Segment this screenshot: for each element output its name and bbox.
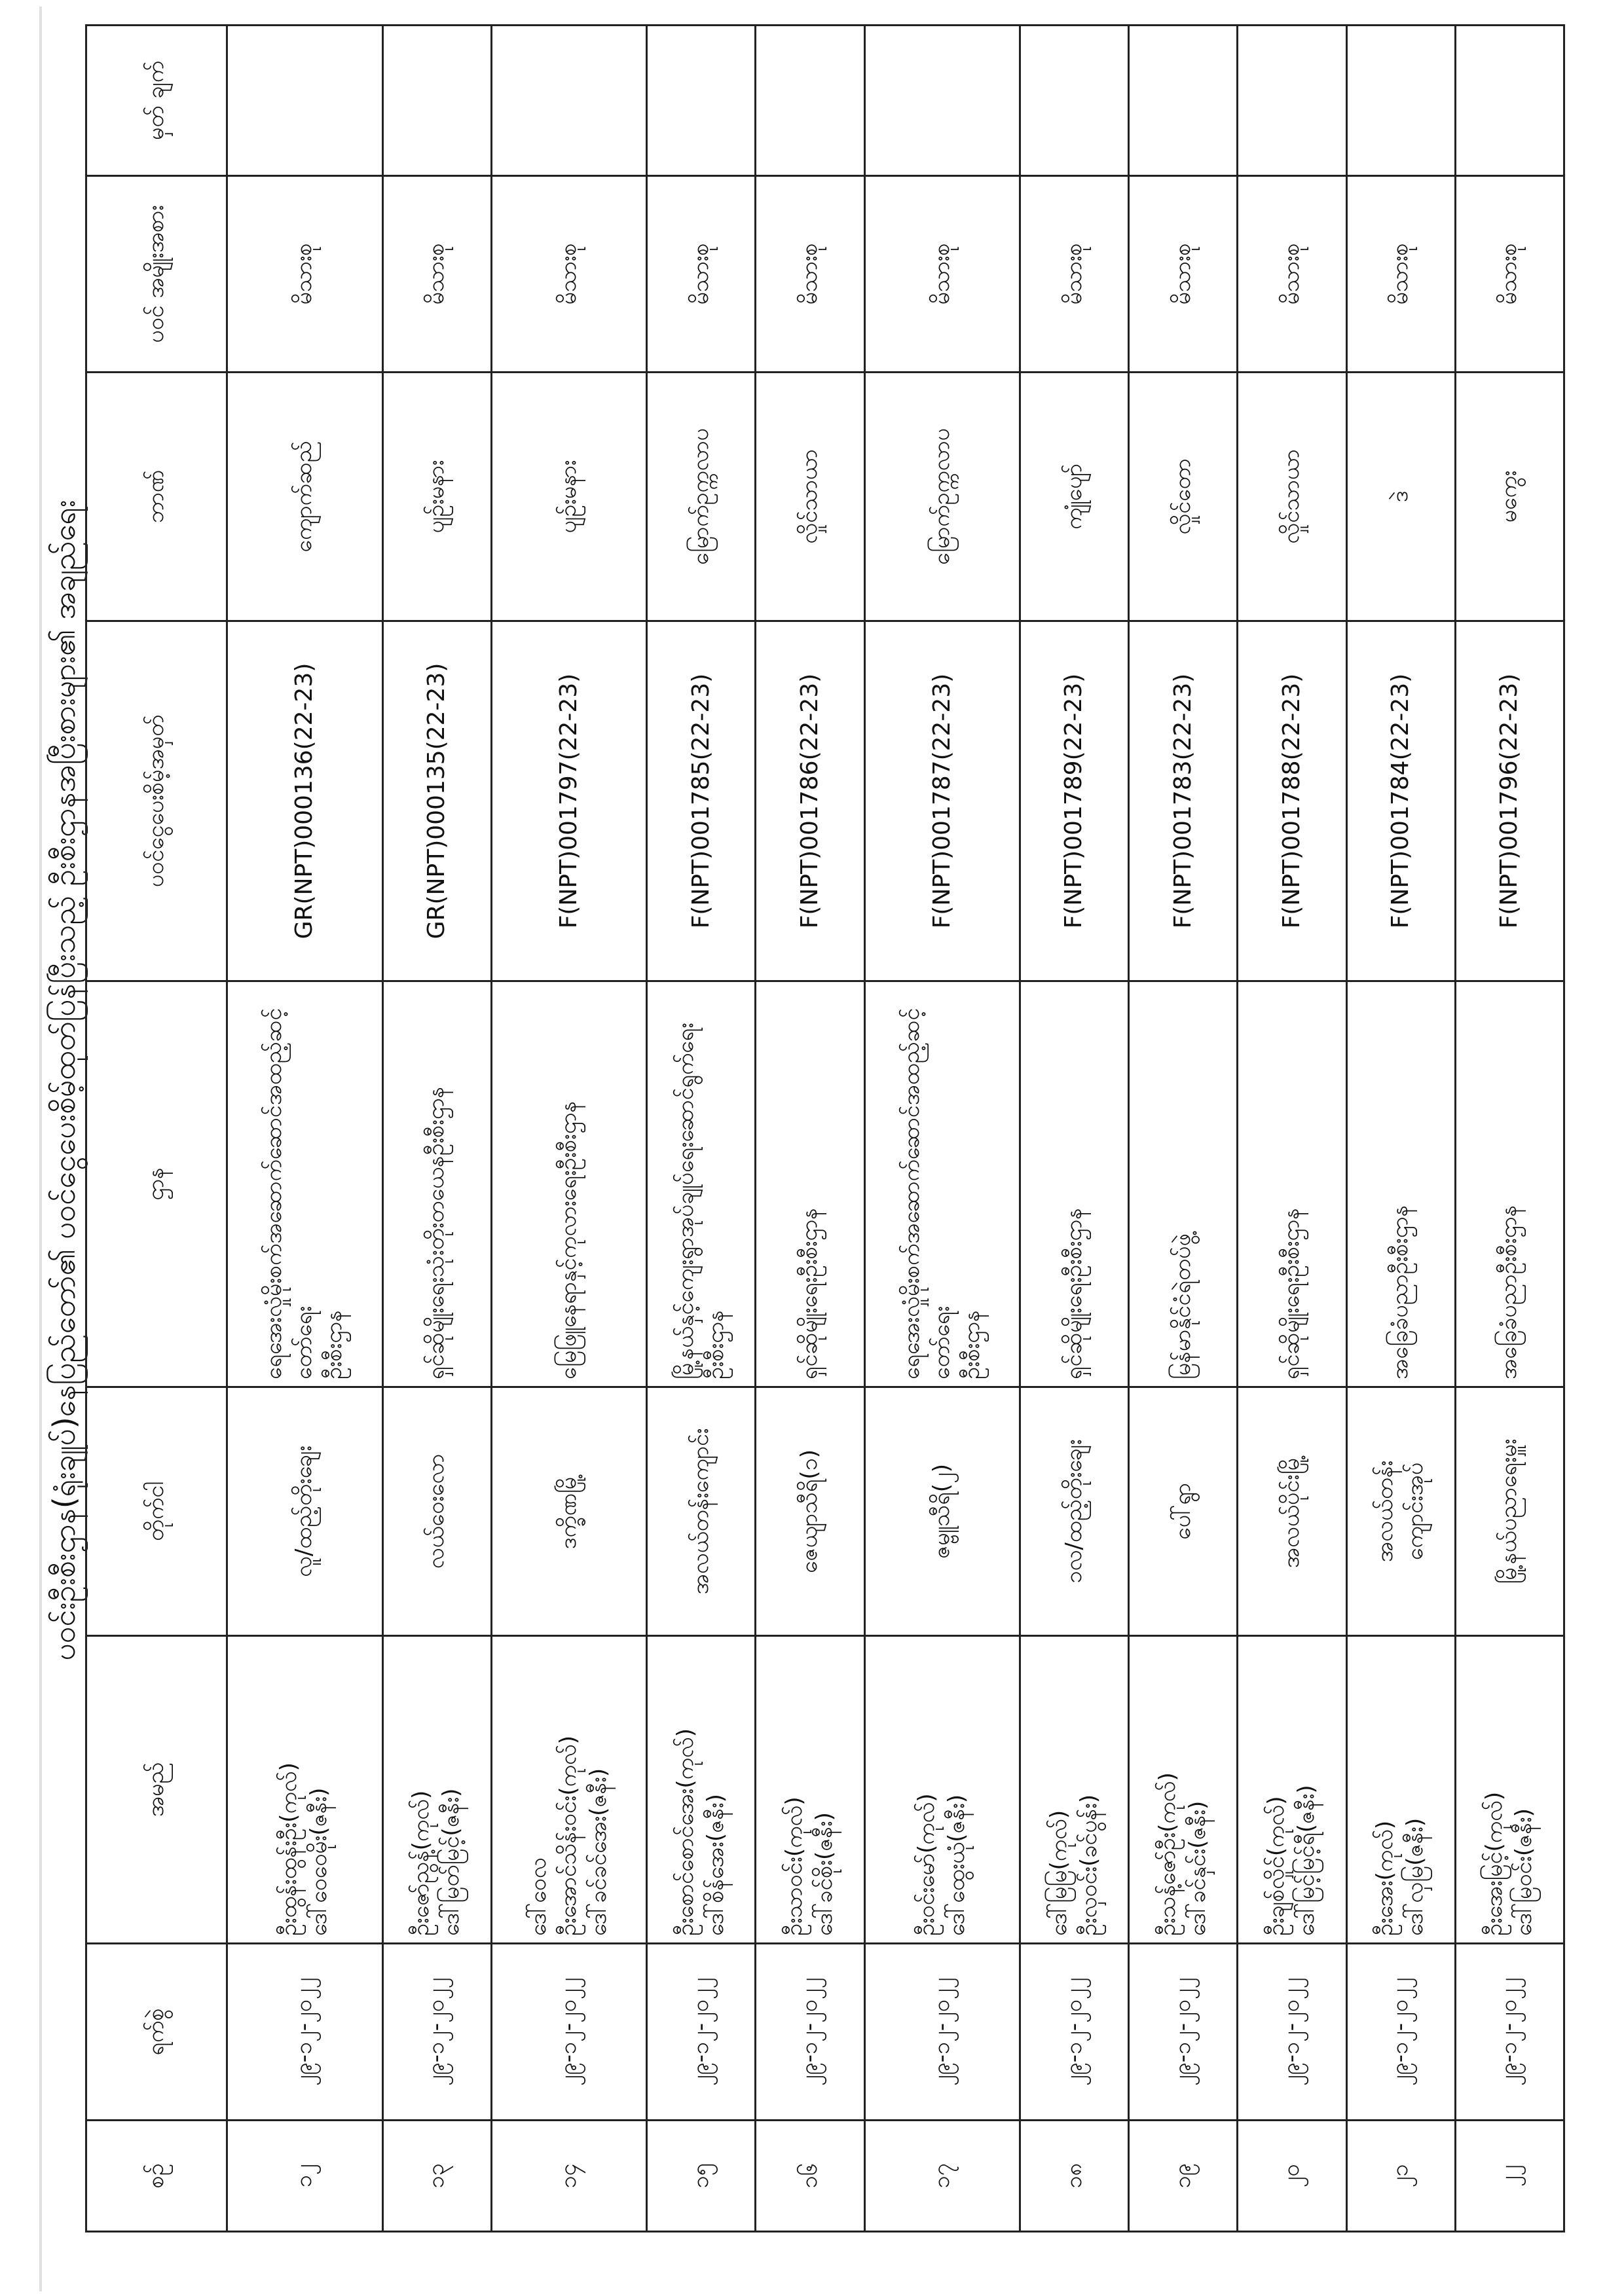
cell-bank: မြောက်ဥက္ကလာပ — [864, 373, 1020, 621]
cell-township: ၁လ/ထည့်တိုးချေး — [1020, 1387, 1129, 1636]
cell-department-line: မြေဖြူနေရာနှင့်ကုလားရေးဦးစီးဌာန — [555, 1101, 582, 1379]
cell-name-line: ဦးအေး(ကုလ်) — [1372, 1820, 1399, 1936]
header-name: အမည် — [86, 1636, 227, 1944]
cell-no: ၁၆ — [756, 2121, 864, 2232]
cell-date: ၂၉-၁၂-၂၀၂၂ — [1020, 1944, 1129, 2121]
cell-name — [1455, 1636, 1564, 1944]
cell-no: ၁၃ — [382, 2121, 491, 2232]
cell-department — [1020, 981, 1129, 1387]
cell-township: အလယ်ပိုင်းမြို့ — [1238, 1387, 1346, 1636]
cell-bank: ကျောက်ဆည် — [227, 373, 383, 621]
cell-type: မိသားစု — [864, 176, 1020, 373]
cell-township: အလယ်တန်းကျောင်း — [647, 1387, 756, 1636]
cell-department — [227, 981, 383, 1387]
pension-table-wrapper — [85, 26, 1565, 2232]
header-no: စဉ် — [86, 2121, 227, 2232]
cell-name-line: ဦးစောင်စောင်အေး(ကုလ်) — [672, 1728, 699, 1936]
cell-name — [756, 1636, 864, 1944]
cell-department — [491, 981, 647, 1387]
cell-name-line: ဒေါ်မြတ်မြင့်(ဇနီး) — [438, 1788, 465, 1936]
table-row — [1455, 26, 1564, 2232]
cell-no: ၁၄ — [491, 2121, 647, 2232]
table-body — [227, 26, 1564, 2232]
cell-name — [491, 1636, 647, 1944]
cell-department — [647, 981, 756, 1387]
cell-name — [382, 1636, 491, 1944]
header-date: ရက်စွဲ — [86, 1944, 227, 2121]
cell-name-line: ဒေါ်ဝေဝေမိုး(ဇနီး) — [306, 1787, 333, 1936]
cell-date: ၂၉-၁၂-၂၀၂၂ — [647, 1944, 756, 2121]
header-remark: မှတ် ချက် — [86, 26, 227, 176]
cell-registration: F(NPT)001783(22-23) — [1129, 621, 1238, 981]
cell-remark — [1238, 26, 1346, 176]
header-department: ဌာန — [86, 981, 227, 1387]
cell-name-line: ဒေါ်ခင်နှင်း(ဇနီး) — [1184, 1800, 1211, 1936]
cell-department-line: ရေအေးလှုံမိုးစက်အဆောက်ဆောင်အထည့်ဆင့်တော်ရေး — [261, 1008, 318, 1379]
cell-department — [864, 981, 1020, 1387]
cell-name — [1020, 1636, 1129, 1944]
cell-remark — [1346, 26, 1455, 176]
table-row — [1346, 26, 1455, 2232]
cell-registration: GR(NPT)000136(22-23) — [227, 621, 383, 981]
header-type: ပဝင် အမျိုးအစား — [86, 176, 227, 373]
cell-name-line: ဒေါ်လှမြ(ဇနီး) — [1402, 1817, 1429, 1936]
cell-township: ဇမ္ဗူသီရိ(၂) — [864, 1387, 1020, 1636]
cell-township: လယ်ဝေးလော — [382, 1387, 491, 1636]
cell-department-line: ရှင်ဆိုမျိုးရေးဦးစီးဌာန — [1060, 1208, 1087, 1379]
cell-no: ၁၅ — [647, 2121, 756, 2232]
cell-date: ၂၉-၁၂-၂၀၂၂ — [756, 1944, 864, 2121]
cell-department — [1346, 981, 1455, 1387]
cell-name-line: ဦးလှဝင်း(ခင်ပွန်း) — [1075, 1794, 1102, 1936]
cell-type: မိသားစု — [491, 176, 647, 373]
cell-name-line: ဒေါ်မြဝင်း(ဇနီး) — [1511, 1808, 1538, 1936]
cell-remark — [491, 26, 647, 176]
cell-date: ၂၉-၁၂-၂၀၂၂ — [227, 1944, 383, 2121]
cell-department-line: အခြေခံပညာဦးစီးဌာန — [1387, 1205, 1414, 1379]
cell-name — [227, 1636, 383, 1944]
cell-no: ၂၂ — [1455, 2121, 1564, 2232]
cell-name-line: ဒေါ်ဝေလ — [525, 1857, 552, 1936]
table-row — [1129, 26, 1238, 2232]
cell-bank: ပျဉ်းမနား — [491, 373, 647, 621]
cell-name-line: ဦးချစ်လှိုင်(ကုလ်) — [1263, 1796, 1290, 1936]
cell-name — [1346, 1636, 1455, 1944]
cell-name-line: ဦးသာဝင်း(ကုလ်) — [781, 1796, 808, 1936]
cell-name-line: ဦးထွန်းထွန်းဦး(ကုလ်) — [276, 1762, 303, 1936]
document-title: ပဝင်းဦးစီးဌာန(ရုံးချုပ်)နေပြည်တော်၏ ပဝင်ငွေပေးစိမ့်ထုတ်ပြန်ပြီးသည့် ဦးစီးဌာနအပြီးစားများ၏ အချည်ရေး — [46, 500, 82, 1661]
cell-date: ၂၉-၁၂-၂၀၂၂ — [1129, 1944, 1238, 2121]
cell-department — [1129, 981, 1238, 1387]
cell-bank: လှိုင်သာယာ — [1238, 373, 1346, 621]
cell-registration: F(NPT)001784(22-23) — [1346, 621, 1455, 981]
cell-name-line: ဒေါ်မြမြ(ကုလ်) — [1045, 1810, 1072, 1936]
cell-name-line: ဦးဝင်းမော်(ကုလ်) — [913, 1793, 940, 1936]
cell-remark — [227, 26, 383, 176]
cell-bank: ကျုံပျော် — [1020, 373, 1129, 621]
cell-remark — [647, 26, 756, 176]
cell-department-line: မြန်မာနိုင်ငံရဲတပ်ဖွဲ့ — [1169, 1233, 1196, 1379]
cell-name-line: ဒေါ်မြင့်မြင့်ရီ(ဇနီး) — [1293, 1785, 1320, 1936]
cell-date: ၂၉-၁၂-၂၀၂၂ — [382, 1944, 491, 2121]
cell-remark — [756, 26, 864, 176]
cell-remark — [864, 26, 1020, 176]
cell-name-line: ဦးအေးမြင့်(ကုလ်) — [1481, 1791, 1507, 1936]
cell-remark — [382, 26, 491, 176]
cell-registration: F(NPT)001788(22-23) — [1238, 621, 1346, 981]
cell-registration: F(NPT)001797(22-23) — [491, 621, 647, 981]
cell-name — [647, 1636, 756, 1944]
cell-name — [1129, 1636, 1238, 1944]
cell-department-line: ဦးစီးဌာန — [702, 1310, 729, 1379]
cell-name-line: ဦးသန့်ဇော်ဦး(ကုလ်) — [1154, 1772, 1181, 1936]
cell-township: လူ/ထည့်တိုးချေး — [227, 1387, 383, 1636]
cell-remark — [1129, 26, 1238, 176]
cell-date: ၂၉-၁၂-၂၀၂၂ — [1346, 1944, 1455, 2121]
cell-department — [1455, 981, 1564, 1387]
cell-department — [382, 981, 491, 1387]
table-row — [491, 26, 647, 2232]
cell-department-line: ရေအေးလှုံမိုးစက်အဆောက်ဆောင်အထည့်ဆင့်တော်ရေး — [898, 1008, 955, 1379]
table-row — [227, 26, 383, 2232]
cell-name-line: ဒေါ်ထွေးယုံ(ဇနီး) — [943, 1794, 970, 1936]
cell-type: မိသားစု — [756, 176, 864, 373]
cell-type: မိသားစု — [1020, 176, 1129, 373]
cell-bank: လှိုင်တော — [1129, 373, 1238, 621]
cell-name-line: ဒေါ်ခင်ခင်အေး(ဇနီး) — [585, 1768, 612, 1936]
header-registration: ပဝင်ငွေပေးစိမ့်အမှတ် — [86, 621, 227, 981]
cell-name-line: ဒေါ်စိန်အေး(ဇနီး) — [702, 1794, 729, 1936]
cell-registration: F(NPT)001787(22-23) — [864, 621, 1020, 981]
cell-name-line: ဦးအောင်သိန်းဝင်း(ကုလ်) — [555, 1735, 582, 1936]
cell-township: မြို့နယ်ပညာရေးမှူး — [1455, 1387, 1564, 1636]
table-row — [756, 26, 864, 2232]
cell-type: မိသားစု — [1455, 176, 1564, 373]
cell-no: ၂၁ — [1346, 2121, 1455, 2232]
table-row — [1020, 26, 1129, 2232]
cell-type: မိသားစု — [1129, 176, 1238, 373]
cell-department-line: ရှင်ဆိုမျိုးရေးသုံးတိုးတယေနဦးစီးဌာန — [423, 1086, 450, 1379]
cell-township-line: ကျောင်းအုပ် — [1402, 1462, 1429, 1561]
cell-no: ၁၇ — [864, 2121, 1020, 2232]
cell-bank: ဒဲ — [1346, 373, 1455, 621]
cell-no: ၁၈ — [1020, 2121, 1129, 2232]
cell-township — [1346, 1387, 1455, 1636]
cell-remark — [1455, 26, 1564, 176]
cell-date: ၂၉-၁၂-၂၀၂၂ — [1455, 1944, 1564, 2121]
cell-no: ၁၂ — [227, 2121, 383, 2232]
cell-township: ဒက္ခိဏမြို့ — [491, 1387, 647, 1636]
cell-name-line: ဒေါ်ခင်စိုး(ဇနီး) — [811, 1812, 838, 1936]
page-edge-line — [39, 7, 42, 2291]
cell-no: ၁၉ — [1129, 2121, 1238, 2232]
pension-table — [85, 24, 1565, 2232]
header-township: တိုက်ငါ — [86, 1387, 227, 1636]
table-row — [1238, 26, 1346, 2232]
cell-department-line: ရှင်ဆိုမျိုးရေးဦးစီးဌာန — [796, 1208, 823, 1379]
cell-registration: GR(NPT)000135(22-23) — [382, 621, 491, 981]
cell-registration: F(NPT)001785(22-23) — [647, 621, 756, 981]
cell-name-line: ဦးဇော်ညွန့်(ကုလ်) — [408, 1790, 435, 1936]
cell-name — [864, 1636, 1020, 1944]
cell-department-line: ရှင်ဆိုမျိုးရေးဦးစီးဌာန — [1278, 1208, 1305, 1379]
cell-department — [756, 981, 864, 1387]
cell-department — [1238, 981, 1346, 1387]
cell-date: ၂၉-၁၂-၂၀၂၂ — [491, 1944, 647, 2121]
cell-type: မိသားစု — [1346, 176, 1455, 373]
cell-department-line: အခြေခံပညာဦးစီးဌာန — [1496, 1205, 1522, 1379]
table-row — [382, 26, 491, 2232]
cell-township: ဇေယျာသီရိ(၁) — [756, 1387, 864, 1636]
cell-type: မိသားစု — [227, 176, 383, 373]
cell-bank: မကွေး — [1455, 373, 1564, 621]
cell-department-line: ဦးစီးဌာန — [321, 1310, 348, 1379]
cell-no: ၂၀ — [1238, 2121, 1346, 2232]
cell-type: မိသားစု — [1238, 176, 1346, 373]
cell-registration: F(NPT)001786(22-23) — [756, 621, 864, 981]
table-row — [864, 26, 1020, 2232]
cell-bank: လှိုင်သာယာ — [756, 373, 864, 621]
cell-township-line: အလယ်တန်း — [1372, 1460, 1399, 1563]
cell-name — [1238, 1636, 1346, 1944]
cell-registration: F(NPT)001796(22-23) — [1455, 621, 1564, 981]
cell-remark — [1020, 26, 1129, 176]
cell-department-line: မြို့နယ်နှင့်ကျေးရွာအုပ်ချုပ်ရေးဆောင်ရွက်ရေး — [672, 1023, 699, 1379]
cell-bank: မြောက်ဥက္ကလာပ — [647, 373, 756, 621]
cell-department-line: ဦးစီးဌာန — [958, 1310, 985, 1379]
cell-type: မိသားစု — [647, 176, 756, 373]
table-header-row — [86, 26, 227, 2232]
cell-bank: ပျဉ်းမနား — [382, 373, 491, 621]
cell-registration: F(NPT)001789(22-23) — [1020, 621, 1129, 981]
table-row — [647, 26, 756, 2232]
cell-date: ၂၉-၁၂-၂၀၂၂ — [1238, 1944, 1346, 2121]
cell-type: မိသားစု — [382, 176, 491, 373]
cell-date: ၂၉-၁၂-၂၀၂၂ — [864, 1944, 1020, 2121]
cell-township: ပေါ်ရွာ — [1129, 1387, 1238, 1636]
header-bank: ဘာဏ် — [86, 373, 227, 621]
